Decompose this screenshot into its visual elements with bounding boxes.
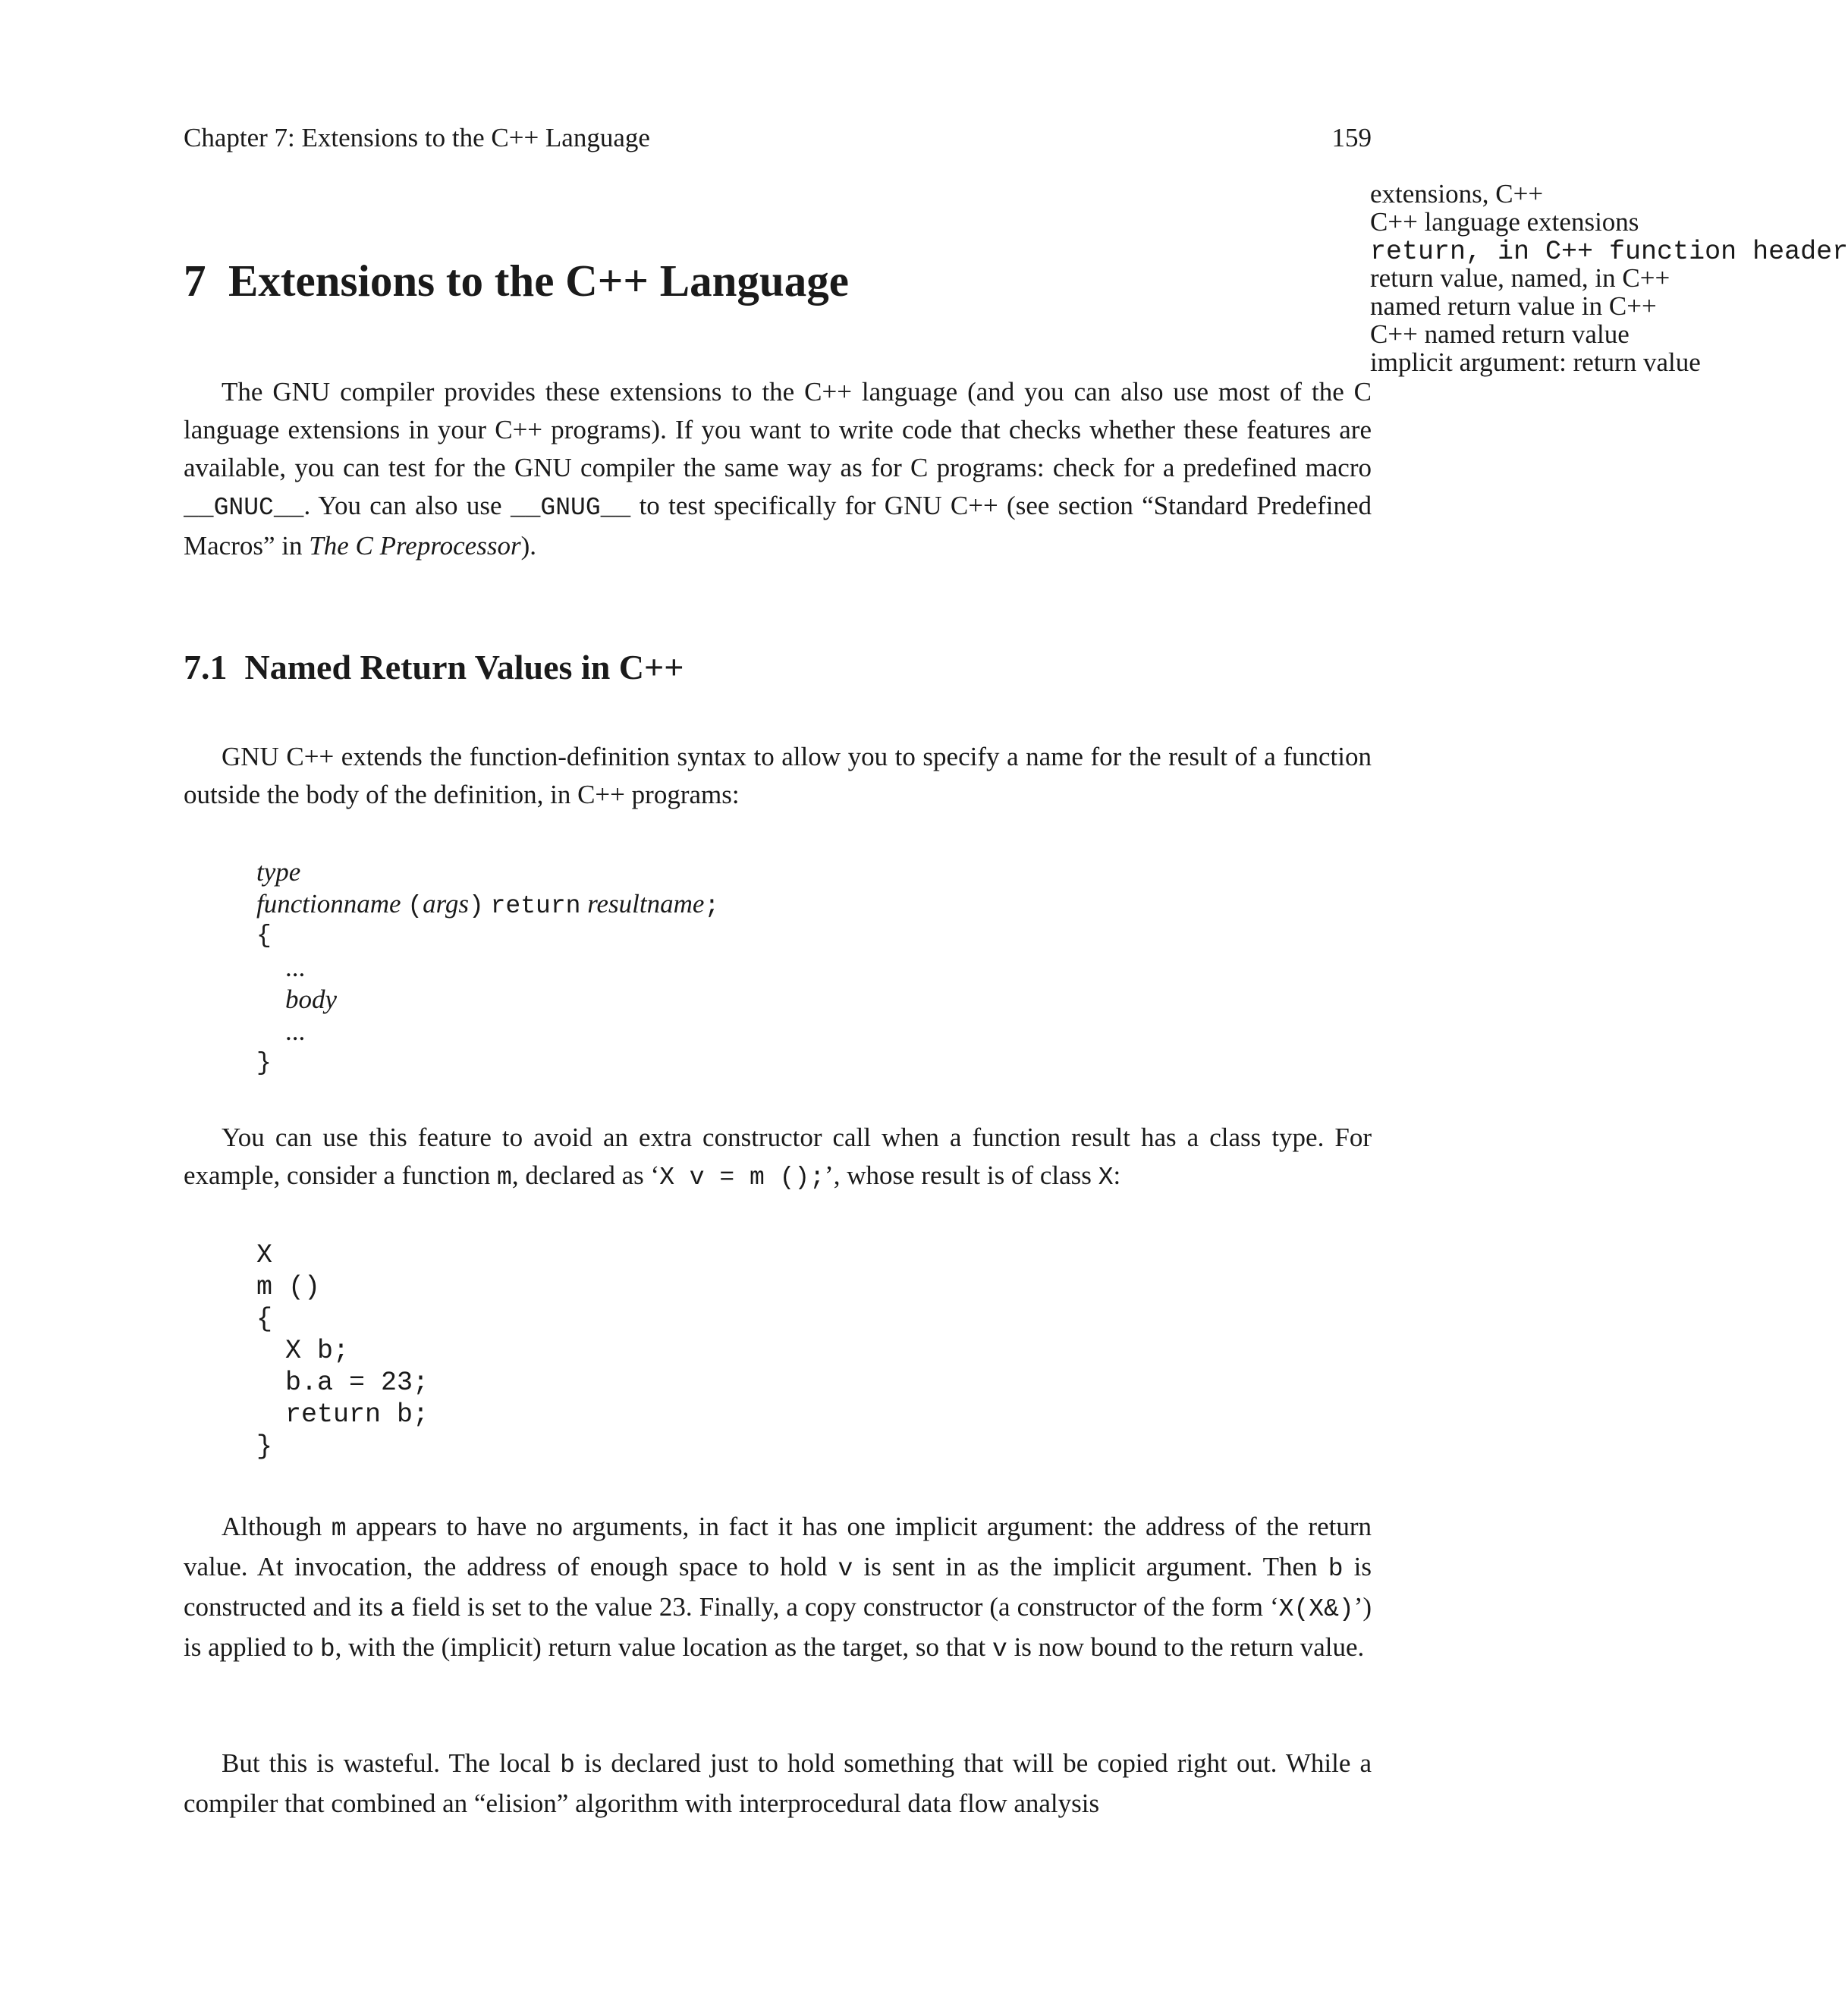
- chapter-title: [184, 250, 849, 311]
- margin-index-entries: [1370, 179, 1848, 377]
- index-entry-return: return, in C++ function header: [1370, 237, 1848, 267]
- section-number: 7.1: [184, 648, 228, 686]
- section-title-text: Named Return Values in C++: [244, 648, 684, 686]
- syntax-functionname: functionname: [256, 889, 401, 919]
- index-entry: C++ language extensions: [1370, 207, 1639, 237]
- page-number: 159: [1331, 123, 1372, 152]
- intro-paragraph: The GNU compiler provides these extensions to the C++ language (and you can also use most of the C language extensions in your C++ programs). If you want to write code that checks whether these features are available, you can test for the GNU compiler the same way as for C programs: check for a predefined macro __GNUC__. You can also use __GNUG__ to test specifically for GNU C++ (see section “Standard Predefined Macros” in The C Preprocessor).: [184, 377, 1372, 561]
- paragraph-syntax-intro: GNU C++ extends the function-definition syntax to allow you to specify a name for the result of a function outside the body of the definition, in C++ programs:: [184, 742, 1372, 809]
- chapter-title-text: Extensions to the C++ Language: [228, 256, 849, 306]
- syntax-args: args: [423, 889, 470, 919]
- syntax-resultname: resultname: [587, 889, 705, 919]
- index-entry: return value, named, in C++: [1370, 263, 1670, 293]
- syntax-return-keyword: return: [490, 892, 581, 920]
- code-example: X m () { X b; b.a = 23; return b; }: [256, 1240, 429, 1462]
- syntax-example: type functionname (args) return resultname; { ... body ... }: [256, 857, 720, 1077]
- index-entry: C++ named return value: [1370, 319, 1630, 349]
- code-gnug: __GNUG__: [510, 494, 631, 522]
- chapter-number: 7: [184, 256, 206, 306]
- cross-reference[interactable]: The C Preprocessor: [309, 531, 521, 561]
- syntax-body: body: [285, 985, 338, 1014]
- index-entry: implicit argument: return value: [1370, 347, 1701, 377]
- running-header: [184, 120, 1372, 156]
- section-title: [184, 645, 684, 690]
- paragraph-feature-usage: You can use this feature to avoid an extra constructor call when a function result has a class type. For example, consider a function m, declared as ‘X v = m ();’, whose result is of class X:: [184, 1123, 1372, 1192]
- paragraph-implicit-argument: Although m appears to have no arguments, in fact it has one implicit argument: the address of the return value. At invocation, the address of enough space to hold v is sent in as the implicit argument. Then b is constructed and its a field is set to the value 23. Finally, a copy constructor (a constructor of the form ‘X(X&)’) is applied to b, with the (implicit) return value location as the target, so that v is now bound to the return value.: [184, 1512, 1372, 1663]
- paragraph-wasteful: But this is wasteful. The local b is declared just to hold something that will be copied right out. While a compiler that combined an “elision” algorithm with interprocedural data flow analysis: [184, 1748, 1372, 1818]
- code-gnuc: __GNUC__: [184, 494, 304, 522]
- index-entry: extensions, C++: [1370, 179, 1544, 209]
- syntax-type: type: [256, 857, 301, 887]
- index-entry: [1370, 236, 1848, 267]
- header-chapter: Chapter 7: Extensions to the C++ Language: [184, 123, 650, 152]
- index-entry: named return value in C++: [1370, 291, 1657, 321]
